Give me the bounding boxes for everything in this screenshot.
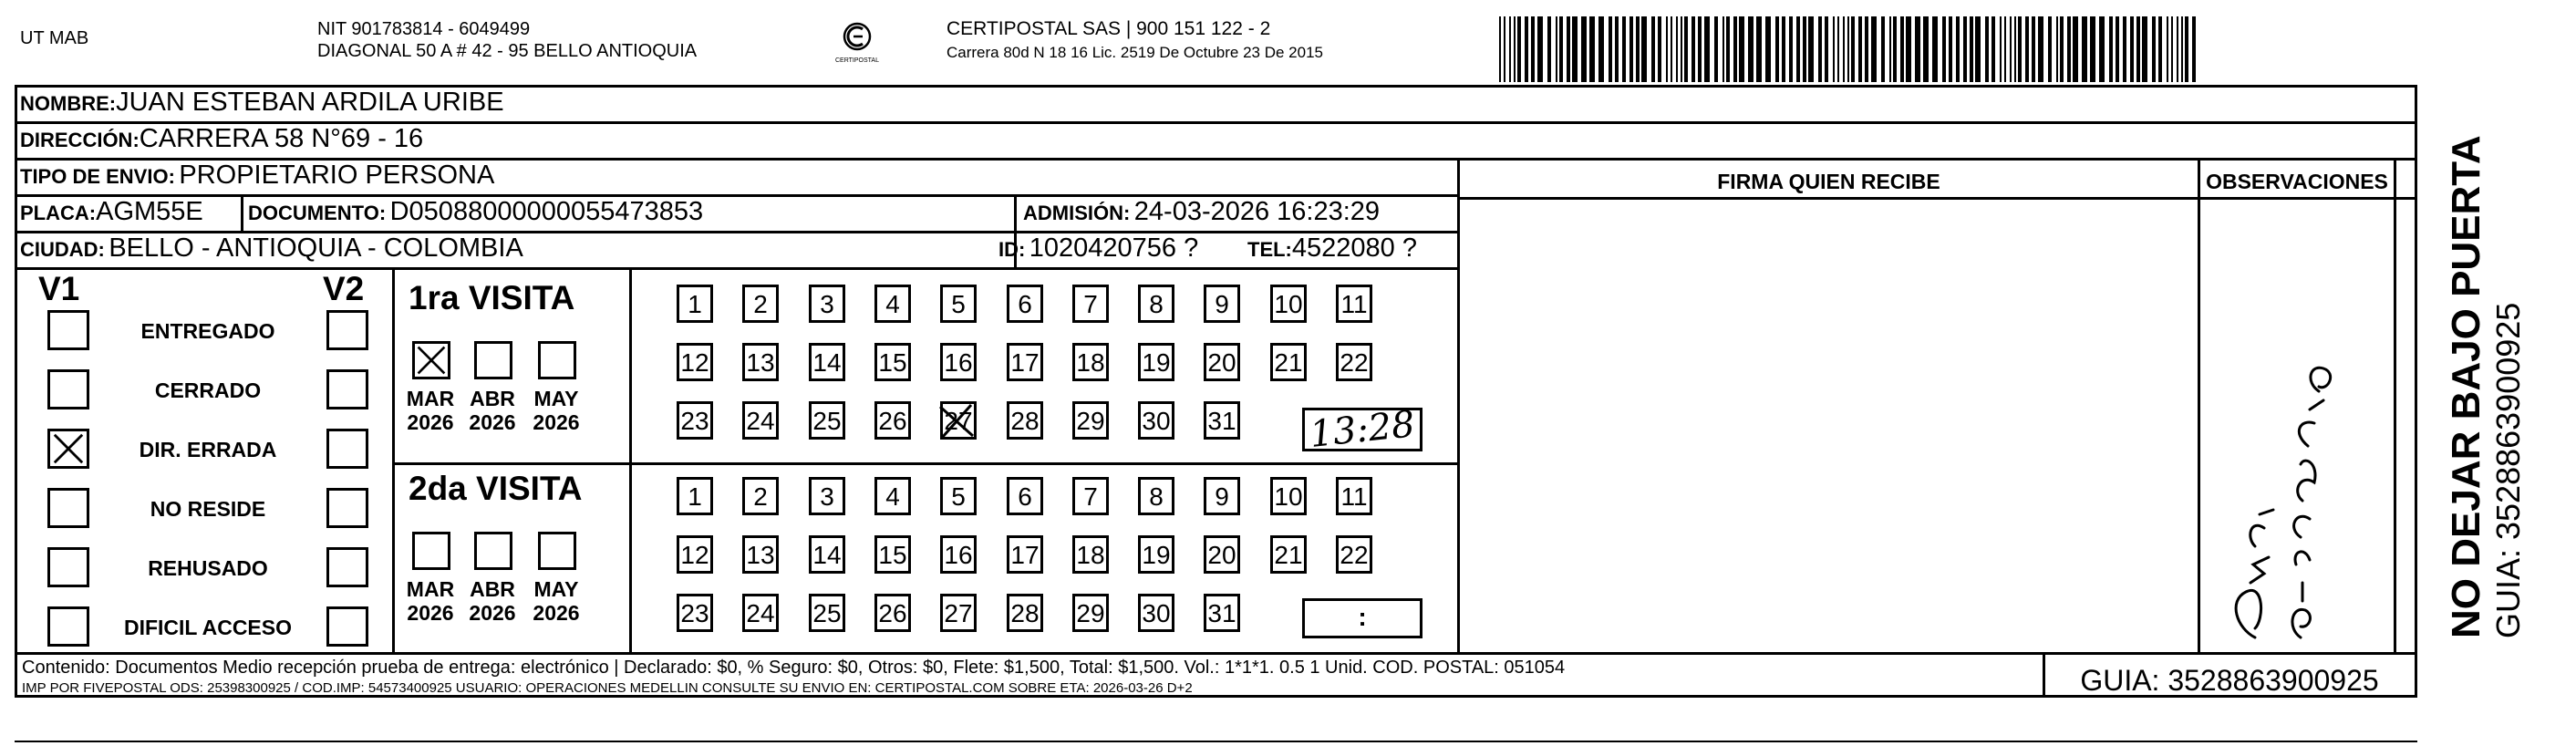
day-box[interactable]: 27 — [940, 401, 977, 440]
day-box[interactable]: 8 — [1138, 477, 1174, 515]
barcode-bar — [1671, 16, 1672, 82]
day-box[interactable]: 22 — [1336, 343, 1372, 381]
barcode-bar — [1629, 16, 1633, 82]
v2-checkbox[interactable] — [326, 606, 368, 647]
day-box[interactable]: 26 — [874, 594, 911, 632]
company-info: CERTIPOSTAL SAS | 900 151 122 - 2 — [947, 18, 1271, 39]
barcode-bar — [1531, 16, 1535, 82]
day-box[interactable]: 23 — [677, 594, 713, 632]
barcode-bar — [1991, 16, 1995, 82]
day-box[interactable]: 31 — [1204, 594, 1240, 632]
barcode-bar — [1942, 16, 1946, 82]
month-checkbox[interactable] — [412, 532, 450, 570]
day-box[interactable]: 7 — [1072, 285, 1109, 323]
document-field: DOCUMENTO: D05088000000055473853 — [248, 197, 704, 226]
barcode-bar — [2082, 16, 2087, 82]
barcode — [1495, 16, 2198, 87]
status-label: REHUSADO — [148, 556, 268, 580]
barcode-bar — [1589, 16, 1595, 82]
v2-checkbox[interactable] — [326, 488, 368, 528]
day-box[interactable]: 14 — [809, 535, 845, 574]
barcode-bar — [2136, 16, 2140, 82]
v2-header: V2 — [323, 270, 365, 307]
day-box[interactable]: 26 — [874, 401, 911, 440]
day-box[interactable]: 20 — [1204, 535, 1240, 574]
day-box[interactable]: 20 — [1204, 343, 1240, 381]
visit2-time-box[interactable]: : — [1302, 598, 1422, 638]
day-box[interactable]: 15 — [874, 535, 911, 574]
v2-checkbox[interactable] — [326, 310, 368, 350]
v1-checkbox[interactable] — [47, 606, 89, 647]
day-box[interactable]: 18 — [1072, 535, 1109, 574]
barcode-bar — [1704, 16, 1710, 82]
barcode-bar — [2010, 16, 2012, 82]
barcode-bar — [1641, 16, 1647, 82]
year-label: 2026 — [533, 601, 580, 625]
day-box[interactable]: 4 — [874, 285, 911, 323]
year-label: 2026 — [533, 410, 580, 434]
day-box[interactable]: 13 — [742, 535, 779, 574]
sender-address: DIAGONAL 50 A # 42 - 95 BELLO ANTIOQUIA — [317, 41, 698, 61]
month-label: MAY — [533, 387, 579, 410]
day-box[interactable]: 6 — [1007, 285, 1043, 323]
barcode-bar — [2014, 16, 2016, 82]
day-box[interactable]: 13 — [742, 343, 779, 381]
barcode-bar — [1782, 16, 1785, 82]
barcode-bar — [2004, 16, 2006, 82]
day-box[interactable]: 2 — [742, 477, 779, 515]
barcode-bar — [1509, 16, 1511, 82]
barcode-bar — [1684, 16, 1688, 82]
barcode-bar — [1956, 16, 1960, 82]
name-row: NOMBRE:JUAN ESTEBAN ARDILA URIBE — [20, 88, 504, 117]
month-checkbox[interactable] — [474, 341, 512, 379]
barcode-bar — [1803, 16, 1806, 82]
barcode-bar — [1609, 16, 1612, 82]
send-type: PROPIETARIO PERSONA — [179, 161, 495, 190]
barcode-bar — [1556, 16, 1557, 82]
day-box[interactable]: 22 — [1336, 535, 1372, 574]
status-label: DIR. ERRADA — [139, 438, 277, 461]
day-box[interactable]: 24 — [742, 401, 779, 440]
barcode-bar — [1881, 16, 1885, 82]
day-box[interactable]: 27 — [940, 594, 977, 632]
barcode-bar — [1567, 16, 1570, 82]
barcode-bar — [2171, 16, 2173, 82]
barcode-bar — [2123, 16, 2126, 82]
day-box[interactable]: 23 — [677, 401, 713, 440]
type-row: TIPO DE ENVIO: PROPIETARIO PERSONA — [20, 161, 495, 190]
day-box[interactable]: 25 — [809, 594, 845, 632]
barcode-bar — [1900, 16, 1904, 82]
day-box[interactable]: 3 — [809, 477, 845, 515]
barcode-bar — [2192, 16, 2196, 82]
day-box[interactable]: 28 — [1007, 594, 1043, 632]
barcode-bar — [1889, 16, 1891, 82]
certipostal-logo — [830, 16, 885, 69]
day-box[interactable]: 9 — [1204, 477, 1240, 515]
day-box[interactable]: 5 — [940, 477, 977, 515]
visit1-title: 1ra VISITA — [409, 279, 575, 316]
barcode-bar — [1748, 16, 1754, 82]
month-checkbox[interactable] — [412, 341, 450, 379]
day-box[interactable]: 6 — [1007, 477, 1043, 515]
day-box[interactable]: 28 — [1007, 401, 1043, 440]
footer-guia: GUIA: 3528863900925 — [2080, 664, 2379, 697]
barcode-bar — [2038, 16, 2043, 82]
day-box[interactable]: 4 — [874, 477, 911, 515]
day-box[interactable]: 12 — [677, 343, 713, 381]
v1-checkbox[interactable] — [47, 488, 89, 528]
day-box[interactable]: 2 — [742, 285, 779, 323]
day-box[interactable]: 18 — [1072, 343, 1109, 381]
id-field: ID: 1020420756 ? — [998, 233, 1199, 263]
day-box[interactable]: 21 — [1270, 535, 1307, 574]
tel-field: TEL:4522080 ? — [1247, 233, 1417, 263]
barcode-bar — [1932, 16, 1938, 82]
v1-checkbox[interactable] — [47, 369, 89, 409]
nit: NIT 901783814 - 6049499 — [317, 19, 531, 39]
city-field: CIUDAD: BELLO - ANTIOQUIA - COLOMBIA — [20, 233, 523, 263]
barcode-bar — [1843, 16, 1845, 82]
day-box[interactable]: 25 — [809, 401, 845, 440]
observations-header: OBSERVACIONES — [2206, 170, 2388, 193]
barcode-bar — [1963, 16, 1967, 82]
admission-field: ADMISIÓN: 24-03-2026 16:23:29 — [1023, 197, 1381, 226]
barcode-bar — [1818, 16, 1822, 82]
day-box[interactable]: 29 — [1072, 594, 1109, 632]
barcode-bar — [1537, 16, 1543, 82]
barcode-bar — [1514, 16, 1516, 82]
month-label: ABR — [470, 387, 515, 410]
barcode-bar — [1906, 16, 1911, 82]
barcode-bar — [2181, 16, 2183, 82]
month-label: ABR — [470, 577, 515, 601]
barcode-bar — [2048, 16, 2052, 82]
day-box[interactable]: 10 — [1270, 285, 1307, 323]
day-box[interactable]: 9 — [1204, 285, 1240, 323]
barcode-bar — [1615, 16, 1619, 82]
barcode-bar — [1726, 16, 1730, 82]
v2-checkbox[interactable] — [326, 547, 368, 587]
barcode-bar — [2109, 16, 2113, 82]
barcode-bar — [2152, 16, 2156, 82]
day-box[interactable]: 3 — [809, 285, 845, 323]
ut-code: UT MAB — [20, 28, 89, 48]
barcode-bar — [1691, 16, 1695, 82]
barcode-bar — [1676, 16, 1678, 82]
day-box[interactable]: 14 — [809, 343, 845, 381]
barcode-bar — [1681, 16, 1682, 82]
month-label: MAR — [406, 577, 455, 601]
barcode-bar — [2090, 16, 2095, 82]
day-box[interactable]: 8 — [1138, 285, 1174, 323]
barcode-bar — [1949, 16, 1952, 82]
barcode-bar — [1517, 16, 1521, 82]
day-box[interactable]: 10 — [1270, 477, 1307, 515]
barcode-bar — [1559, 16, 1563, 82]
barcode-bar — [1833, 16, 1835, 82]
side-guia: GUIA: 3528863900925 — [2489, 302, 2527, 638]
day-box[interactable]: 1 — [677, 477, 713, 515]
barcode-bar — [1923, 16, 1929, 82]
barcode-bar — [2025, 16, 2029, 82]
signature-header: FIRMA QUIEN RECIBE — [1717, 170, 1940, 193]
barcode-bar — [1581, 16, 1587, 82]
barcode-bar — [1525, 16, 1528, 82]
status-label: CERRADO — [154, 378, 262, 402]
day-box[interactable]: 15 — [874, 343, 911, 381]
day-box[interactable]: 1 — [677, 285, 713, 323]
v2-checkbox[interactable] — [326, 369, 368, 409]
year-label: 2026 — [469, 601, 516, 625]
barcode-bar — [1572, 16, 1578, 82]
day-box[interactable]: 24 — [742, 594, 779, 632]
barcode-bar — [1504, 16, 1505, 82]
footer-imp: IMP POR FIVEPOSTAL ODS: 25398300925 / COD.IMP: 54573400925 USUARIO: OPERACIONES MEDELLIN CONSULTE SU ENVIO EN: CERTIPOSTAL.COM SOBRE ETA: 2026-03-26 D+2 — [22, 680, 1193, 696]
barcode-bar — [1658, 16, 1661, 82]
month-checkbox[interactable] — [538, 341, 576, 379]
barcode-bar — [1975, 16, 1981, 82]
barcode-bar — [1970, 16, 1973, 82]
svg-text:CERTIPOSTAL: CERTIPOSTAL — [835, 57, 879, 64]
plate-field: PLACA:AGM55E — [20, 197, 203, 226]
status-label: DIFICIL ACCESO — [123, 616, 292, 639]
v1-checkbox[interactable] — [47, 429, 89, 469]
barcode-bar — [1756, 16, 1762, 82]
barcode-bar — [1808, 16, 1814, 82]
v1-checkbox[interactable] — [47, 547, 89, 587]
day-box[interactable]: 11 — [1336, 477, 1372, 515]
day-box[interactable]: 19 — [1138, 535, 1174, 574]
day-box[interactable]: 31 — [1204, 401, 1240, 440]
status-label: NO RESIDE — [150, 497, 266, 521]
month-label: MAR — [406, 387, 455, 410]
barcode-bar — [1698, 16, 1702, 82]
day-box[interactable]: 12 — [677, 535, 713, 574]
day-box[interactable]: 16 — [940, 343, 977, 381]
day-box[interactable]: 19 — [1138, 343, 1174, 381]
barcode-bar — [1723, 16, 1724, 82]
barcode-bar — [2116, 16, 2119, 82]
recipient-name: JUAN ESTEBAN ARDILA URIBE — [116, 88, 504, 117]
day-box[interactable]: 16 — [940, 535, 977, 574]
side-text — [2444, 91, 2528, 638]
barcode-bar — [2177, 16, 2178, 82]
barcode-bar — [1598, 16, 1604, 82]
side-warning: NO DEJAR BAJO PUERTA — [2444, 135, 2488, 638]
visit1-time: 13:28 — [1308, 403, 1417, 456]
day-box[interactable]: 17 — [1007, 535, 1043, 574]
day-box[interactable]: 29 — [1072, 401, 1109, 440]
v2-checkbox[interactable] — [326, 429, 368, 469]
barcode-bar — [2056, 16, 2058, 82]
day-box[interactable]: 21 — [1270, 343, 1307, 381]
year-label: 2026 — [469, 410, 516, 434]
footer-contents: Contenido: Documentos Medio recepción prueba de entrega: electrónico | Declarado: $0, % Seguro: $0, Otros: $0, Flete: $1,500, Total: $1,500. Vol.: 1*1*1. 0.5 1 Unid. COD. POSTAL: 051054 — [22, 658, 1566, 678]
v1-header: V1 — [38, 270, 80, 307]
barcode-bar — [1858, 16, 1862, 82]
barcode-bar — [1851, 16, 1855, 82]
barcode-bar — [1789, 16, 1793, 82]
year-label: 2026 — [407, 601, 454, 625]
signature-area[interactable] — [1460, 200, 2198, 652]
barcode-bar — [1865, 16, 1868, 82]
barcode-bar — [1765, 16, 1771, 82]
visit1-time-box[interactable] — [1302, 403, 1422, 456]
barcode-bar — [1739, 16, 1744, 82]
barcode-bar — [1651, 16, 1655, 82]
barcode-bar — [2073, 16, 2078, 82]
barcode-bar — [2099, 16, 2105, 82]
barcode-bar — [2018, 16, 2022, 82]
month-checkbox[interactable] — [538, 532, 576, 570]
day-box[interactable]: 17 — [1007, 343, 1043, 381]
observations-handwriting — [2200, 200, 2394, 652]
barcode-bar — [1837, 16, 1839, 82]
barcode-bar — [1796, 16, 1800, 82]
v1-checkbox[interactable] — [47, 310, 89, 350]
barcode-bar — [1714, 16, 1718, 82]
barcode-bar — [2130, 16, 2134, 82]
status-label: ENTREGADO — [140, 319, 275, 343]
barcode-bar — [1636, 16, 1640, 82]
visit2-title: 2da VISITA — [409, 470, 583, 507]
license-info: Carrera 80d N 18 16 Lic. 2519 De Octubre 23 De 2015 — [947, 44, 1323, 61]
barcode-bar — [2000, 16, 2002, 82]
barcode-bar — [1847, 16, 1849, 82]
barcode-bar — [2167, 16, 2168, 82]
day-box[interactable]: 30 — [1138, 401, 1174, 440]
barcode-bar — [1547, 16, 1551, 82]
barcode-bar — [2142, 16, 2147, 82]
barcode-bar — [1775, 16, 1779, 82]
recipient-address: CARRERA 58 N°69 - 16 — [139, 124, 424, 153]
barcode-bar — [2185, 16, 2188, 82]
address-row: DIRECCIÓN:CARRERA 58 N°69 - 16 — [20, 124, 424, 153]
month-label: MAY — [533, 577, 579, 601]
day-box[interactable]: 11 — [1336, 285, 1372, 323]
barcode-bar — [2067, 16, 2071, 82]
barcode-bar — [1985, 16, 1989, 82]
barcode-bar — [2060, 16, 2064, 82]
day-box[interactable]: 5 — [940, 285, 977, 323]
barcode-bar — [1871, 16, 1877, 82]
barcode-bar — [1733, 16, 1737, 82]
day-box[interactable]: 30 — [1138, 594, 1174, 632]
barcode-bar — [1893, 16, 1897, 82]
barcode-bar — [1622, 16, 1626, 82]
barcode-bar — [1825, 16, 1828, 82]
day-box[interactable]: 7 — [1072, 477, 1109, 515]
barcode-bar — [2032, 16, 2035, 82]
barcode-bar — [1666, 16, 1668, 82]
month-checkbox[interactable] — [474, 532, 512, 570]
barcode-bar — [1915, 16, 1920, 82]
barcode-bar — [2158, 16, 2162, 82]
barcode-bar — [1499, 16, 1501, 82]
year-label: 2026 — [407, 410, 454, 434]
